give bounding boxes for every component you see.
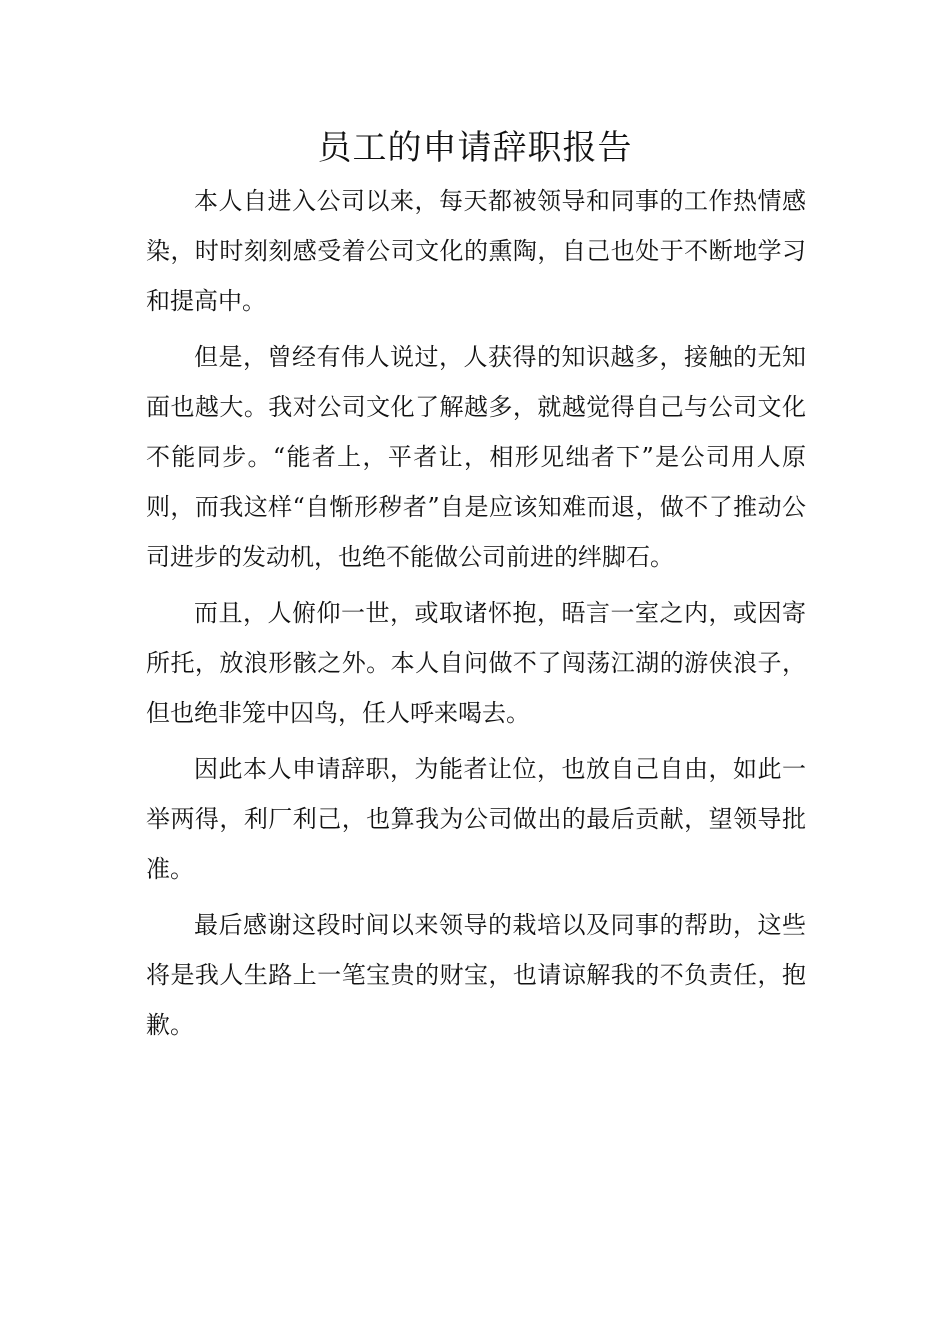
paragraph-3: 而且，人俯仰一世，或取诸怀抱，晤言一室之内，或因寄所托，放浪形骸之外。本人自问做不了闯荡江湖的游侠浪子，但也绝非笼中囚鸟，任人呼来喝去。 xyxy=(146,599,806,727)
document-title: 员工的申请辞职报告 xyxy=(317,128,633,168)
document-body xyxy=(146,176,806,1056)
paragraph-5: 最后感谢这段时间以来领导的栽培以及同事的帮助，这些将是我人生路上一笔宝贵的财宝，也请谅解我的不负责任，抱歉。 xyxy=(146,911,806,1039)
paragraph-1: 本人自进入公司以来，每天都被领导和同事的工作热情感染，时时刻刻感受着公司文化的熏陶，自己也处于不断地学习和提高中。 xyxy=(146,187,806,315)
paragraph-4: 因此本人申请辞职，为能者让位，也放自己自由，如此一举两得，利厂利己，也算我为公司做出的最后贡献，望领导批准。 xyxy=(146,755,806,883)
paragraph-2: 但是，曾经有伟人说过，人获得的知识越多，接触的无知面也越大。我对公司文化了解越多，就越觉得自己与公司文化不能同步。“能者上，平者让，相形见绌者下”是公司用人原则，而我这样“自惭形秽者”自是应该知难而退，做不了推动公司进步的发动机，也绝不能做公司前进的绊脚石。 xyxy=(146,343,806,571)
